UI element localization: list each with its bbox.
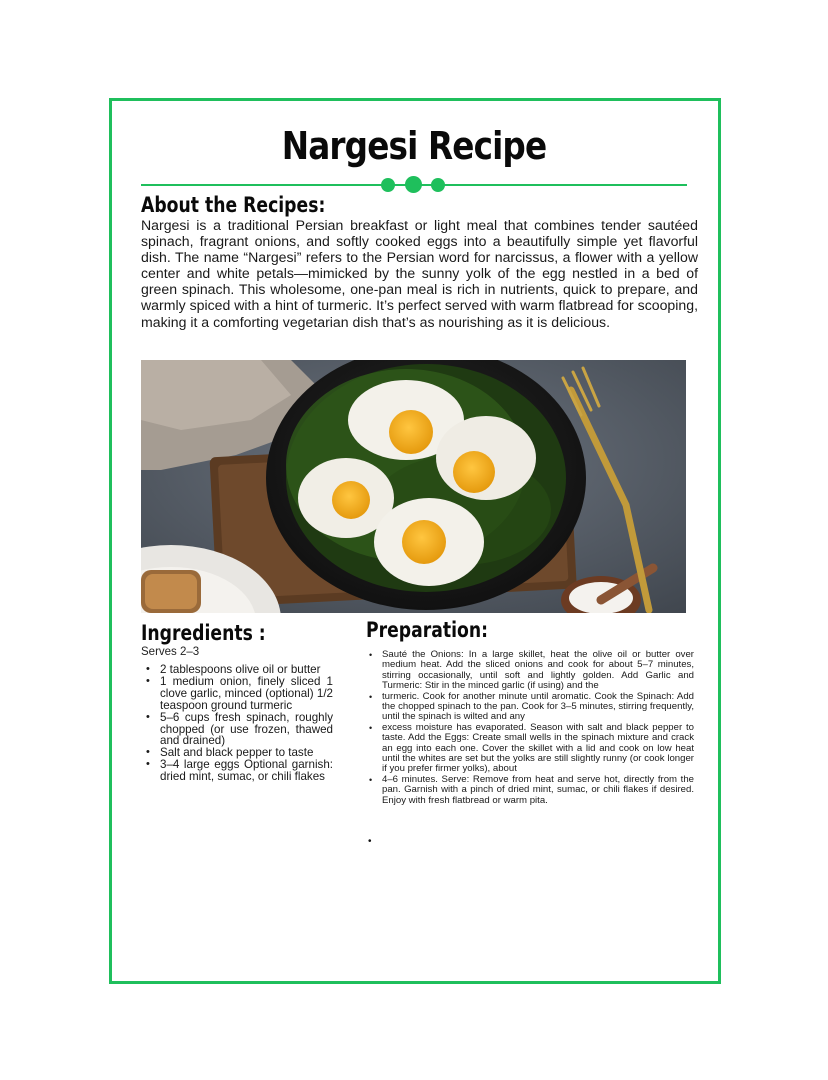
divider-dot xyxy=(431,178,445,192)
list-item: • 3–4 large eggs Optional garnish: dried mint, sumac, or chili flakes xyxy=(160,759,333,783)
list-item: • excess moisture has evaporated. Season with salt and black pepper to taste. Add the Eggs: Create small wells in the spinach mixture and crack an egg into each one. Cover the skillet with a lid and cook on low heat until the whites are set but the yolks are still slightly runny (or cook longer if you prefer firmer yolks), about xyxy=(382,723,694,775)
divider-dot xyxy=(405,176,422,193)
about-heading: About the Recipes: xyxy=(141,193,326,217)
list-item: • Salt and black pepper to taste xyxy=(160,747,333,759)
divider-dot xyxy=(381,178,395,192)
preparation-list xyxy=(366,650,694,806)
list-item: • turmeric. Cook for another minute until aromatic. Cook the Spinach: Add the chopped spinach to the pan. Cook for 3–5 minutes, stirring frequently, until the spinach is wilted and any xyxy=(382,692,694,723)
preparation-heading: Preparation: xyxy=(366,618,488,642)
list-item: • 4–6 minutes. Serve: Remove from heat and serve hot, directly from the pan. Garnish with a pinch of dried mint, sumac, or chili flakes if desired. Enjoy with fresh flatbread or warm pita. xyxy=(382,775,694,806)
list-item: • 2 tablespoons olive oil or butter xyxy=(160,664,333,676)
ingredients-heading: Ingredients : xyxy=(141,621,266,645)
dish-photo xyxy=(141,360,686,613)
about-text: Nargesi is a traditional Persian breakfast or light meal that combines tender sautéed spinach, fragrant onions, and softly cooked eggs into a beautifully simple yet flavorful dish. The name “Nargesi” refers to the Persian word for narcissus, a flower with a yellow center and white petals—mimicked by the sunny yolk of the egg nestled in a bed of green spinach. This wholesome, one-pan meal is rich in nutrients, quick to prepare, and warmly spiced with a hint of turmeric. It’s perfect served with warm flatbread for scooping, making it a comforting vegetarian dish that’s as nourishing as it is delicious. xyxy=(141,217,698,330)
title-divider xyxy=(141,177,687,193)
ingredients-list xyxy=(141,664,333,783)
empty-bullet: • xyxy=(368,836,372,847)
list-item: • Sauté the Onions: In a large skillet, heat the olive oil or butter over medium heat. Add the sliced onions and cook for about 5–7 minutes, stirring occasionally, until soft and lightly golden. Add Garlic and Turmeric: Stir in the minced garlic (if using) and the xyxy=(382,650,694,692)
page-title: Nargesi Recipe xyxy=(281,124,547,168)
list-item: • 1 medium onion, finely sliced 1 clove garlic, minced (optional) 1/2 teaspoon ground turmeric xyxy=(160,676,333,712)
serves-text: Serves 2–3 xyxy=(141,646,200,658)
list-item: • 5–6 cups fresh spinach, roughly chopped (or use frozen, thawed and drained) xyxy=(160,712,333,748)
